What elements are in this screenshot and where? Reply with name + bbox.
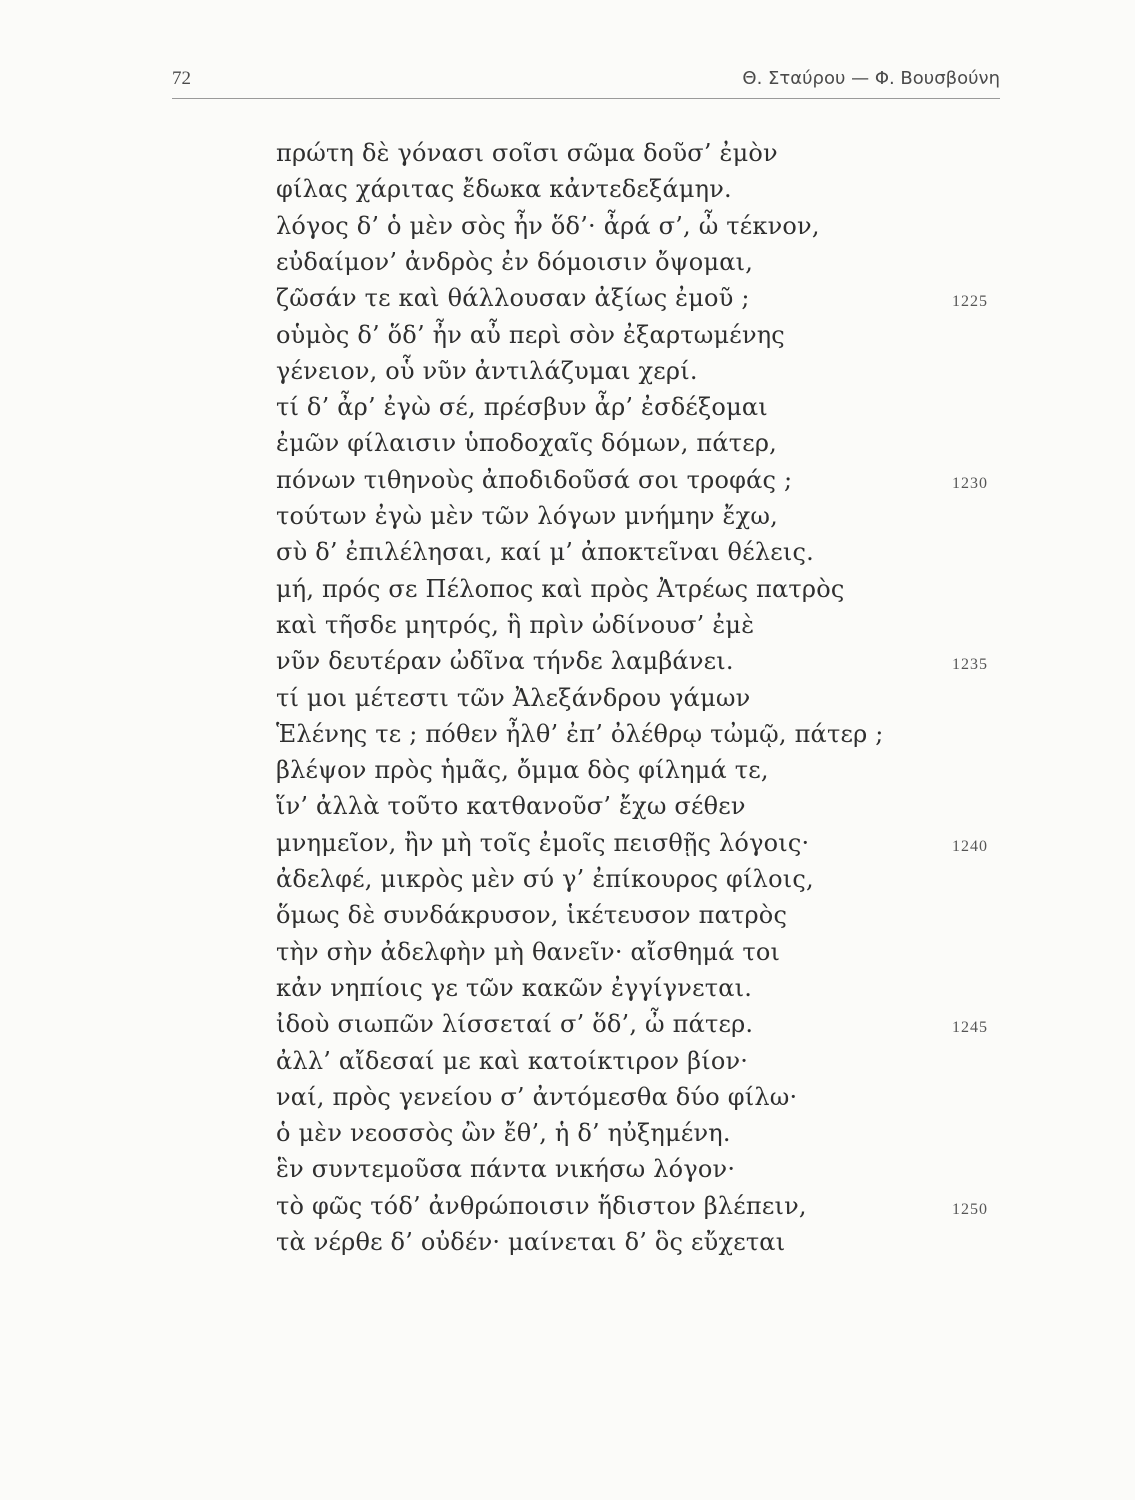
verse-line: μνημεῖον, ἢν μὴ τοῖς ἐμοῖς πεισθῇς λόγοις· [276, 828, 810, 857]
verse-line: ἀλλ’ αἴδεσαί με καὶ κατοίκτιρον βίον· [276, 1046, 749, 1075]
verse-line: βλέψον πρὸς ἡμᾶς, ὄμμα δὸς φίλημά τε, [276, 756, 769, 785]
verse-line: ἐμῶν φίλαισιν ὑποδοχαῖς δόμων, πάτερ, [276, 429, 778, 458]
verse-line: ἰδοὺ σιωπῶν λίσσεταί σ’ ὅδ’, ὦ πάτερ. [276, 1010, 754, 1039]
verse-line: πρώτη δὲ γόνασι σοῖσι σῶμα δοῦσ’ ἐμὸν [276, 139, 778, 167]
verse-line: ζῶσάν τε καὶ θάλλουσαν ἀξίως ἐμοῦ ; [276, 284, 750, 313]
verse-line: μή, πρός σε Πέλοπος καὶ πρὸς Ἀτρέως πατρὸς [276, 574, 845, 603]
verse-line: ὁ μὲν νεοσσὸς ὢν ἔθ’, ἡ δ’ ηὐξημένη. [276, 1119, 731, 1148]
verse-line: τί μοι μέτεστι τῶν Ἀλεξάνδρου γάμων [276, 683, 751, 712]
verse-line: φίλας χάριτας ἔδωκα κἀντεδεξάμην. [276, 175, 732, 204]
line-number: 1235 [952, 656, 988, 674]
line-number: 1250 [952, 1200, 988, 1218]
line-number: 1240 [952, 837, 988, 855]
running-head: Θ. Σταύρου — Φ. Βουσβούνη [742, 68, 1000, 89]
line-number: 1230 [952, 474, 988, 492]
verse-line: ἀδελφέ, μικρὸς μὲν σύ γ’ ἐπίκουρος φίλοις, [276, 865, 814, 893]
verse-line: τὸ φῶς τόδ’ ἀνθρώποισιν ἥδιστον βλέπειν, [276, 1191, 807, 1220]
verse-line: οὑμὸς δ’ ὅδ’ ἦν αὖ περὶ σὸν ἐξαρτωμένης [276, 320, 785, 349]
verse-line: Ἑλένης τε ; πόθεν ἦλθ’ ἐπ’ ὀλέθρῳ τὠμῷ, πάτερ ; [276, 719, 884, 748]
verse-line: ἵν’ ἀλλὰ τοῦτο κατθανοῦσ’ ἔχω σέθεν [276, 792, 746, 821]
line-number: 1245 [952, 1019, 988, 1037]
page-number: 72 [172, 68, 191, 89]
verse-line: σὺ δ’ ἐπιλέλησαι, καί μ’ ἀποκτεῖναι θέλεις. [276, 538, 814, 567]
verse-line: εὐδαίμον’ ἀνδρὸς ἐν δόμοισιν ὄψομαι, [276, 247, 754, 276]
verse-block [276, 0, 1135, 1500]
verse-line: πόνων τιθηνοὺς ἀποδιδοῦσά σοι τροφάς ; [276, 465, 793, 494]
verse-line: νῦν δευτέραν ὠδῖνα τήνδε λαμβάνει. [276, 647, 734, 676]
verse-line: τὴν σὴν ἀδελφὴν μὴ θανεῖν· αἴσθημά τοι [276, 937, 781, 966]
verse-line: ναί, πρὸς γενείου σ’ ἀντόμεσθα δύο φίλω· [276, 1082, 798, 1111]
verse-line: ἓν συντεμοῦσα πάντα νικήσω λόγον· [276, 1155, 736, 1184]
verse-line: κἀν νηπίοις γε τῶν κακῶν ἐγγίγνεται. [276, 973, 753, 1002]
verse-line: ὅμως δὲ συνδάκρυσον, ἱκέτευσον πατρὸς [276, 901, 788, 930]
verse-line: λόγος δ’ ὁ μὲν σὸς ἦν ὅδ’· ἆρά σ’, ὦ τέκνον, [276, 211, 820, 240]
verse-line: τί δ’ ἆρ’ ἐγὼ σέ, πρέσβυν ἆρ’ ἐσδέξομαι [276, 393, 768, 422]
verse-line: τὰ νέρθε δ’ οὐδέν· μαίνεται δ’ ὃς εὔχεται [276, 1228, 786, 1256]
verse-line: τούτων ἐγὼ μὲν τῶν λόγων μνήμην ἔχω, [276, 502, 778, 530]
verse-line: καὶ τῆσδε μητρός, ἣ πρὶν ὠδίνουσ’ ἐμὲ [276, 610, 755, 639]
verse-line: γένειον, οὗ νῦν ἀντιλάζυμαι χερί. [276, 356, 698, 385]
line-number: 1225 [952, 293, 988, 311]
